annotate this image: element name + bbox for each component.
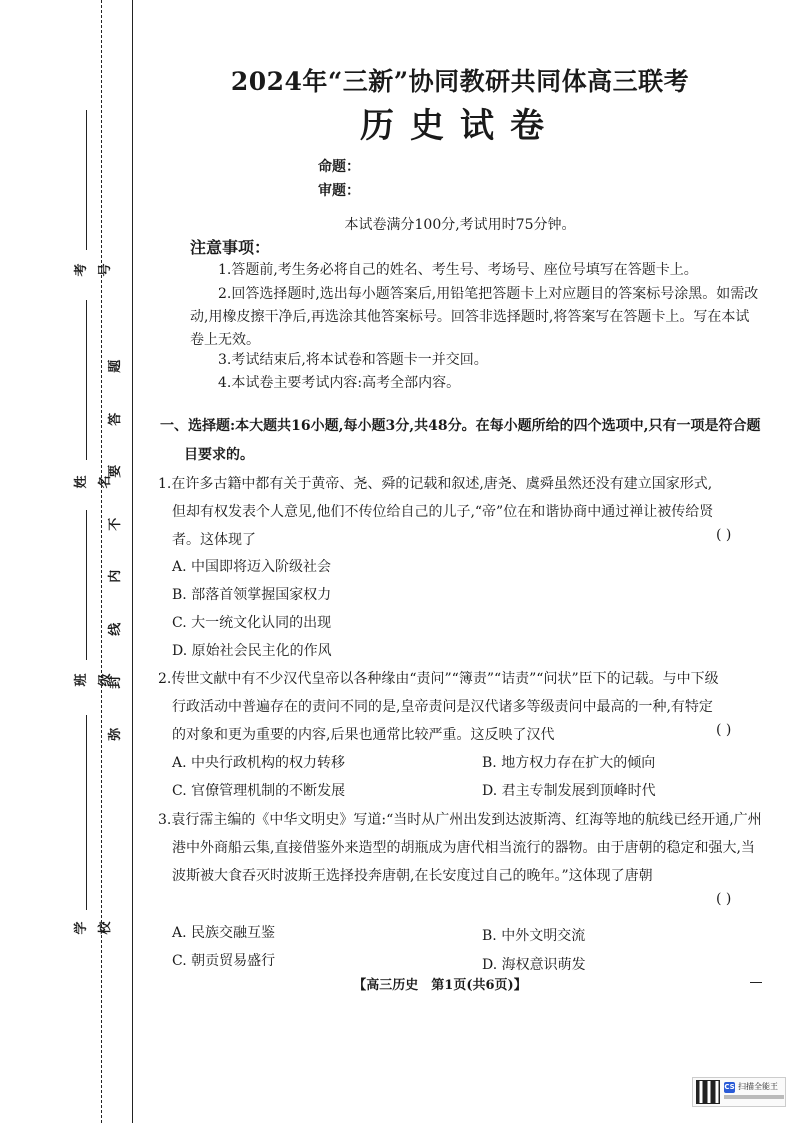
option-b: B. 地方权力存在扩大的倾向 (482, 755, 656, 771)
option-a: A. 中央行政机构的权力转移 (172, 755, 346, 771)
binding-dashed-line (101, 0, 102, 1123)
exam-number-label: 考号 (74, 263, 113, 277)
question-1 (158, 470, 766, 554)
watermark-name: 扫描全能王 (738, 1082, 778, 1091)
school-label: 学校 (74, 921, 113, 935)
qr-code-icon (696, 1080, 720, 1104)
option-c: C. 官僚管理机制的不断发展 (172, 783, 346, 799)
class-blank (86, 510, 87, 660)
name-blank (86, 300, 87, 460)
option-a: A. 民族交融互鉴 (172, 925, 276, 941)
question-stem: 2.传世文献中有不少汉代皇帝以各种缘由“责问”“簿责”“诘责”“问状”臣下的记载。与中下级行政活动中普遍存在的责问不同的是,皇帝责问是汉代诸多等级责问中最高的一种,有特定的对象和更为重要的内容,后果也通常比较严重。这反映了汉代 (158, 671, 719, 743)
school-blank (86, 715, 87, 910)
seal-char: 封 (108, 675, 124, 689)
footer-dash (750, 982, 762, 983)
seal-char: 线 (108, 622, 124, 636)
option-c: C. 大一统文化认同的出现 (172, 615, 332, 631)
exam-title: 2024年“三新”协同教研共同体高三联考 (230, 67, 690, 96)
question-3 (158, 806, 766, 890)
option-d: D. 海权意识萌发 (482, 957, 586, 973)
question-2 (158, 665, 766, 749)
notice-item: 1.答题前,考生务必将自己的姓名、考生号、考场号、座位号填写在答题卡上。 (218, 262, 698, 278)
notice-item: 3.考试结束后,将本试卷和答题卡一并交回。 (218, 352, 488, 368)
camscanner-logo-icon: CS (724, 1083, 735, 1091)
reviewer-label: 审题： (318, 183, 360, 199)
option-d: D. 原始社会民主化的作风 (172, 643, 332, 659)
class-label: 班级 (74, 673, 113, 687)
option-d: D. 君主专制发展到顶峰时代 (482, 783, 656, 799)
answer-parenthesis: ( ) (716, 891, 732, 907)
answer-parenthesis: ( ) (716, 722, 732, 738)
binding-solid-line (132, 0, 133, 1123)
seal-char: 答 (108, 412, 124, 426)
notice-title: 注意事项： (190, 238, 271, 257)
question-stem: 1.在许多古籍中都有关于黄帝、尧、舜的记载和叙述,唐尧、虞舜虽然还没有建立国家形式,但却有权发表个人意见,他们不传位给自己的儿子,“帝”位在和谐协商中通过禅让被传给贤者。这体现了 (158, 476, 714, 548)
exam-info: 本试卷满分100分,考试用时75分钟。 (344, 217, 576, 233)
notice-item: 4.本试卷主要考试内容:高考全部内容。 (218, 375, 461, 391)
option-b: B. 部落首领掌握国家权力 (172, 587, 332, 603)
name-label: 姓名 (74, 475, 113, 489)
page-footer: 【高三历史 第1页(共6页)】 (353, 978, 527, 993)
seal-char: 题 (108, 359, 124, 373)
watermark-subtext (724, 1095, 784, 1099)
option-c: C. 朝贡贸易盛行 (172, 953, 276, 969)
subject-title: 历史试卷 (360, 106, 560, 146)
option-a: A. 中国即将迈入阶级社会 (172, 559, 332, 575)
section-heading (160, 412, 764, 470)
author-label: 命题： (318, 159, 360, 175)
seal-char: 内 (108, 570, 124, 584)
option-b: B. 中外文明交流 (482, 928, 586, 944)
seal-warning (106, 340, 128, 761)
seal-char: 要 (108, 464, 124, 478)
seal-char: 弥 (108, 727, 124, 741)
seal-char: 不 (108, 517, 124, 531)
scanner-watermark (692, 1077, 786, 1107)
exam-number-blank (86, 110, 87, 250)
notice-item: 2.回答选择题时,选出每小题答案后,用铅笔把答题卡上对应题目的答案标号涂黑。如需改动,用橡皮擦干净后,再选涂其他答案标号。回答非选择题时,将答案写在答题卡上。写在本试卷上无效。 (190, 286, 759, 348)
answer-parenthesis: ( ) (716, 527, 732, 543)
question-stem: 3.袁行霈主编的《中华文明史》写道:“当时从广州出发到达波斯湾、红海等地的航线已经开通,广州港中外商船云集,直接借鉴外来造型的胡瓶成为唐代相当流行的器物。由于唐朝的稳定和强大,当波斯被大食吞灭时波斯王选择投奔唐朝,在长安度过自己的晚年。”这体现了唐朝 (158, 812, 762, 884)
section-heading-text: 一、选择题:本大题共16小题,每小题3分,共48分。在每小题所给的四个选项中,只有一项是符合题目要求的。 (160, 418, 761, 463)
